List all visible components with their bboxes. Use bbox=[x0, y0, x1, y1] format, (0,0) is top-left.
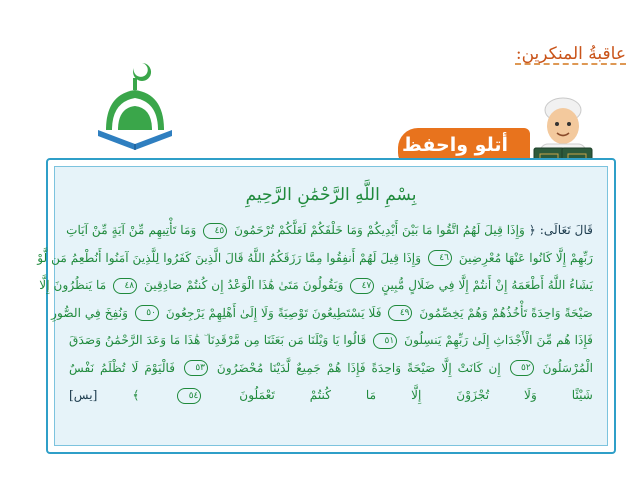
verse-text: وَيَقُولُونَ مَتَىٰ هَٰذَا الْوَعْدُ إِن كُنتُمْ صَادِقِينَ bbox=[140, 278, 348, 292]
verse-text: الْمُرْسَلُونَ bbox=[536, 360, 593, 375]
verse-line bbox=[39, 272, 593, 300]
verse-text: شَيْئًا وَلَا تُجْزَوْنَ إِلَّا مَا كُنتُمْ تَعْمَلُونَ bbox=[204, 388, 594, 402]
verse-intro: قَالَ تَعَالَى: ﴿ bbox=[528, 223, 593, 237]
ayah-number-marker: ٥٢ bbox=[510, 360, 534, 376]
ayah-number-marker: ٥٤ bbox=[177, 388, 201, 404]
lesson-title: عاقبةُ المنكرين: bbox=[515, 44, 626, 64]
verse-line bbox=[37, 245, 593, 273]
mosque-quran-icon bbox=[92, 60, 212, 152]
verse-text: قَالُوا يَا وَيْلَنَا مَن بَعَثَنَا مِن مَّرْقَدِنَا ۜ هَٰذَا مَا وَعَدَ الرَّحْمَٰنُ وَصَدَقَ bbox=[69, 333, 371, 347]
verse-text: ﴾ bbox=[97, 388, 175, 402]
verse-line bbox=[69, 382, 593, 410]
verses-card bbox=[37, 158, 616, 454]
verse-text: وَمَا تَأْتِيهِم مِّنْ آيَةٍ مِّنْ آيَاتِ bbox=[66, 223, 201, 237]
verse-text: مَا يَنظُرُونَ إِلَّا bbox=[39, 278, 111, 292]
verses-panel bbox=[37, 166, 608, 446]
ayah-number-marker: ٤٨ bbox=[113, 278, 137, 294]
verse-line bbox=[69, 327, 593, 355]
ayah-number-marker: ٤٩ bbox=[388, 305, 412, 321]
verse-text: وَنُفِخَ فِي الصُّورِ bbox=[51, 305, 132, 320]
verse-text: رَبِّهِمْ إِلَّا كَانُوا عَنْهَا مُعْرِضِينَ bbox=[454, 250, 593, 265]
verse-text: فَلَا يَسْتَطِيعُونَ تَوْصِيَةً وَلَا إِلَىٰ أَهْلِهِمْ يَرْجِعُونَ bbox=[161, 305, 386, 320]
ayah-number-marker: ٤٧ bbox=[350, 278, 374, 294]
verse-line bbox=[51, 300, 593, 328]
verse-text: فَإِذَا هُم مِّنَ الْأَجْدَاثِ إِلَىٰ رَبِّهِمْ يَنسِلُونَ bbox=[400, 333, 593, 347]
verse-lines bbox=[37, 217, 594, 410]
ayah-number-marker: ٤٦ bbox=[428, 250, 452, 266]
verse-text: وَإِذَا قِيلَ لَهُمْ أَنفِقُوا مِمَّا رَزَقَكُمُ اللَّهُ قَالَ الَّذِينَ كَفَرُوا لِلَّذِينَ آمَنُوا أَنُطْعِمُ مَن لَّوْ bbox=[37, 250, 425, 265]
verse-text: صَيْحَةً وَاحِدَةً تَأْخُذُهُمْ وَهُمْ يَخِصِّمُونَ bbox=[415, 305, 593, 320]
ayah-number-marker: ٤٥ bbox=[203, 223, 227, 239]
verse-text: إِن كَانَتْ إِلَّا صَيْحَةً وَاحِدَةً فَإِذَا هُمْ جَمِيعٌ لَّدَيْنَا مُحْضَرُونَ bbox=[211, 360, 507, 375]
ayah-number-marker: ٥٣ bbox=[184, 360, 208, 376]
verse-line bbox=[66, 217, 593, 245]
basmala: بِسْمِ اللَّهِ الرَّحْمَٰنِ الرَّحِيمِ bbox=[245, 185, 417, 205]
surah-reference: [يس] bbox=[69, 388, 98, 402]
ayah-number-marker: ٥١ bbox=[373, 333, 397, 349]
verse-text: فَالْيَوْمَ لَا تُظْلَمُ نَفْسٌ bbox=[69, 360, 182, 375]
verse-text: وَإِذَا قِيلَ لَهُمُ اتَّقُوا مَا بَيْنَ أَيْدِيكُمْ وَمَا خَلْفَكُمْ لَعَلَّكُمْ تُرْحَمُونَ bbox=[230, 223, 529, 237]
ayah-number-marker: ٥٠ bbox=[135, 305, 159, 321]
verse-text: يَشَاءُ اللَّهُ أَطْعَمَهُ إِنْ أَنتُمْ إِلَّا فِي ضَلَالٍ مُّبِينٍ bbox=[377, 278, 593, 292]
section-tab-label: أتلو واحفظ bbox=[402, 134, 508, 156]
verse-line bbox=[69, 355, 593, 383]
